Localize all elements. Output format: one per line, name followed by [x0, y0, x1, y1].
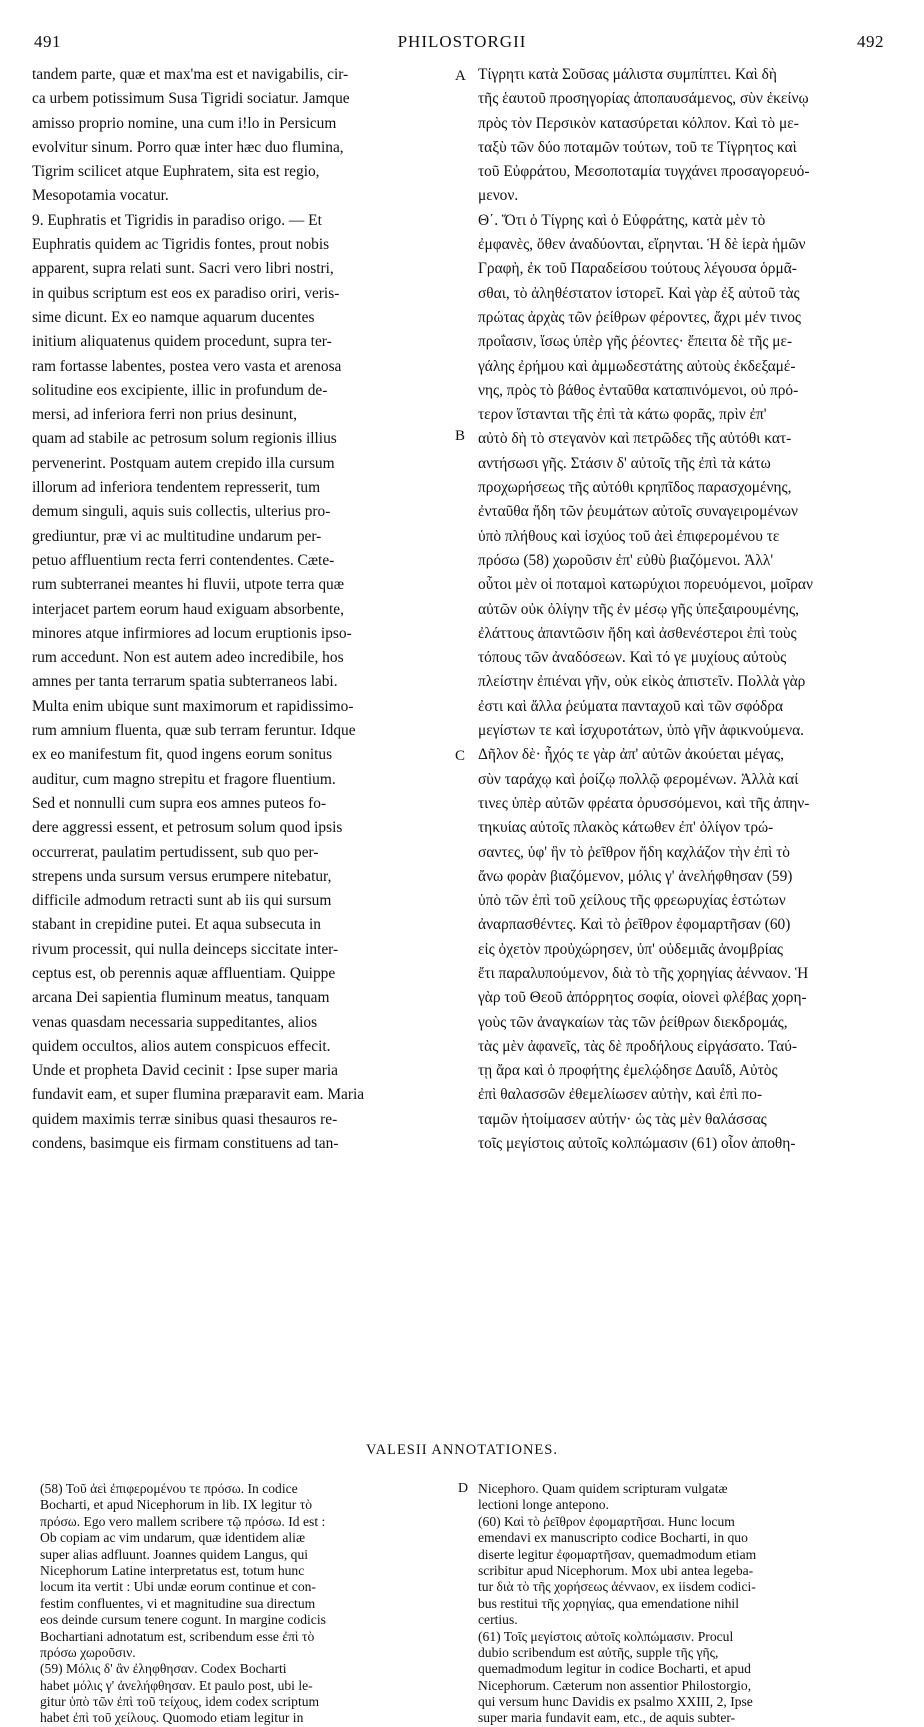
- latin-text-line: illorum ad inferiora tendentem represserit, tum: [32, 479, 321, 497]
- greek-text-line: εἰς ὀχετὸν προὐχώρησεν, ὑπ' οὐδεμιᾶς ἀνομβρίας: [478, 940, 783, 958]
- greek-text-line: ταμῶν ἡτοίμασεν αὐτήν· ὡς τὰς μὲν θαλάσσας: [478, 1110, 767, 1128]
- greek-text-line: οὗτοι μὲν οἱ ποταμοὶ κατωρύχιοι πορευόμενοι, μοῖραν: [478, 576, 813, 594]
- greek-text-line: σὺν ταράχῳ καὶ ῥοίζῳ πολλῷ φερομένων. Ἀλλὰ καί: [478, 770, 799, 788]
- latin-text-line: initium aliquatenus quidem procedunt, supra ter-: [32, 333, 332, 351]
- annotation-line: qui versum hunc Davidis ex psalmo XXIII, 2, Ipse: [478, 1694, 753, 1710]
- annotation-line: πρόσω. Ego vero mallem scribere τῷ πρόσω. Id est :: [40, 1513, 326, 1529]
- greek-text-line: ἐπὶ θαλασσῶν ἐθεμελίωσεν αὐτὴν, καὶ ἐπὶ πο-: [478, 1086, 763, 1104]
- latin-text-line: Euphratis quidem ac Tigridis fontes, prout nobis: [32, 236, 330, 254]
- greek-text-line: σθαι, τὸ ἀληθέστατον ἱστορεῖ. Καὶ γὰρ ἐξ αὐτοῦ τὰς: [478, 284, 800, 302]
- greek-text-line: πλείστην ἐπιέναι γῆν, οὐκ εἰκὸς ἀπιστεῖν. Πολλὰ γὰρ: [478, 673, 806, 691]
- latin-text-line: evolvitur sinum. Porro quæ inter hæc duo flumina,: [32, 138, 344, 156]
- annotation-line: Bochartiani adnotatum est, scribendum esse ἐπὶ τὸ: [40, 1628, 315, 1644]
- annotation-line: dubio scribendum est αὐτῆς, supple τῆς γῆς,: [478, 1644, 719, 1660]
- latin-text-line: interjacet partem eorum haud exiguam absorbente,: [32, 600, 344, 618]
- latin-text-line: auditur, cum magno strepitu et fragore fluentium.: [32, 770, 336, 788]
- latin-text-line: Tigrim scilicet atque Euphratem, sita est regio,: [32, 163, 320, 181]
- latin-text-line: rum subterranei meantes hi fluvii, utpote terra quæ: [32, 576, 344, 594]
- latin-text-line: ceptus est, ob perennis aquæ affluentiam. Quippe: [32, 964, 336, 982]
- annotation-line: πρόσω χωροῦσιν.: [40, 1644, 136, 1660]
- greek-text-line: μεγίστων τε καὶ ἰσχυροτάτων, ὑπὸ γῆν ἀφικνούμενα.: [478, 722, 805, 740]
- latin-text-line: ex eo manifestum fit, quod ingens eorum sonitus: [32, 746, 333, 764]
- latin-text-line: minores atque infirmiores ad locum eruptionis ipso-: [32, 624, 352, 642]
- greek-text-line: Θ΄. Ὅτι ὁ Τίγρης καὶ ὁ Εὐφράτης, κατὰ μὲν τὸ: [478, 211, 766, 229]
- latin-text-line: venas quasdam necessaria suppeditantes, alios: [32, 1013, 318, 1031]
- greek-text-line: ταξὺ τῶν δύο ποταμῶν τούτων, τοῦ τε Τίγρητος καὶ: [478, 138, 797, 156]
- greek-text-line: νης, πρὸς τὸ βάθος ἐνταῦθα καταπινόμενοι, οὐ πρό-: [478, 381, 799, 399]
- annotation-line: emendavi ex manuscripto codice Bocharti, in quo: [478, 1530, 748, 1546]
- latin-text-line: tandem parte, quæ et max'ma est et navigabilis, cir-: [32, 66, 349, 83]
- annotation-line: (58) Τοῦ ἀεὶ ἐπιφερομένου τε πρόσω. In codice: [40, 1481, 298, 1496]
- latin-text-line: condens, basimque eis firmam constituens ad tan-: [32, 1135, 339, 1153]
- greek-text-line: ἔτι παραλυπούμενον, διὰ τὸ τῆς χορηγίας ἀένναον. Ἡ: [478, 964, 809, 982]
- annotations-right-column: [478, 1481, 890, 1727]
- latin-text-line: fundavit eam, et super flumina præparavit eam. Maria: [32, 1086, 365, 1104]
- greek-text-line: Γραφὴ, ἐκ τοῦ Παραδείσου τούτους λέγουσα ὁρμᾶ-: [478, 260, 797, 278]
- right-page-number: 492: [857, 32, 884, 51]
- greek-text-line: τοῖς μεγίστοις αὐτοῖς κολπώμασιν (61) οἷον ἀποθη-: [478, 1135, 796, 1153]
- latin-text-line: ram fortasse labentes, postea vero vasta et arenosa: [32, 357, 342, 375]
- greek-text-line: προχωρήσεως τῆς αὐτόθι κρηπῖδος παρασχομένης,: [478, 479, 792, 497]
- greek-text-line: τερον ἵστανται τῆς ἐπὶ τὰ κάτω φορᾶς, πρὶν ἐπ': [478, 406, 767, 424]
- latin-text-line: occurrerat, paulatim pertudissent, sub quo per-: [32, 843, 319, 861]
- latin-text-line: petuo affluentium recta ferri contendentes. Cæte-: [32, 551, 335, 569]
- annotation-line: certius.: [478, 1612, 518, 1628]
- greek-text-line: αὐτὸ δὴ τὸ στεγανὸν καὶ πετρῶδες τῆς αὐτόθι κατ-: [478, 430, 792, 448]
- greek-text-line: τῆς ἑαυτοῦ προσηγορίας ἀποπαυσάμενος, σὺν ἐκείνῳ: [478, 90, 809, 108]
- section-marker-a: A: [455, 68, 466, 84]
- greek-text-line: τοῦ Εὐφράτου, Μεσοποταμία τυγχάνει προσαγορευό-: [478, 163, 810, 181]
- latin-text-line: mersi, ad inferiora ferri non prius desinunt,: [32, 406, 297, 424]
- annotation-line: Nicephorum Latine interpretatus est, totum hunc: [40, 1562, 305, 1578]
- left-page-number: 491: [34, 32, 61, 51]
- annotation-line: scribitur apud Nicephorum. Mox ubi antea legeba-: [478, 1562, 754, 1578]
- annotation-line: Bocharti, et apud Nicephorum in lib. IX legitur τὸ: [40, 1497, 312, 1513]
- annotation-line: locum ita vertit : Ubi undæ eorum continue et con-: [40, 1579, 316, 1595]
- latin-text-line: apparent, supra relati sunt. Sacri vero libri nostri,: [32, 260, 334, 278]
- annotation-line: habet ἐπὶ τοῦ χείλους. Quomodo etiam legitur in: [40, 1710, 304, 1726]
- greek-text-line: πρόσω (58) χωροῦσιν ἐπ' εὐθὺ βιαζόμενοι. Ἀλλ': [478, 551, 774, 569]
- annotations-heading: VALESII ANNOTATIONES.: [366, 1442, 558, 1458]
- annotation-line: Nicephorum. Cæterum non assentior Philostorgio,: [478, 1677, 752, 1693]
- greek-text-line: ἄνω φορὰν βιαζόμενον, μόλις γ' ἀνελήφθησαν (59): [478, 867, 793, 885]
- latin-text-line: grediuntur, præ vi ac multitudine undarum per-: [32, 527, 322, 545]
- latin-text-line: rivum processit, qui nulla deinceps siccitate inter-: [32, 940, 339, 958]
- latin-text-line: Unde et propheta David cecinit : Ipse super maria: [32, 1062, 338, 1080]
- annotation-line: Nicephoro. Quam quidem scripturam vulgatæ: [478, 1481, 728, 1496]
- greek-text-line: ὑπὸ πλήθους καὶ ἰσχύος τοῦ ἀεὶ ἐπιφερομένου τε: [478, 527, 780, 545]
- greek-text-line: γὰρ τοῦ Θεοῦ ἀπόρρητος σοφία, οἱονεὶ φλέβας χορη-: [478, 989, 807, 1007]
- greek-text-line: αὐτῶν οὐκ ὀλίγην τῆς ἐν μέσῳ γῆς ὑπεξαιρουμένης,: [478, 600, 799, 618]
- greek-text-column: [478, 63, 890, 1156]
- latin-text-line: rum accedunt. Non est autem adeo incredibile, hos: [32, 649, 344, 667]
- annotation-line: (61) Τοῖς μεγίστοις αὐτοῖς κολπώμασιν. Procul: [478, 1628, 734, 1644]
- greek-text-line: μενον.: [478, 187, 519, 205]
- annotation-line: eos deinde cursum tenere cogunt. In margine codicis: [40, 1612, 326, 1628]
- greek-text-line: τῃ ἄρα καὶ ὁ προφήτης ἐμελῴδησε Δαυΐδ, Αὐτὸς: [478, 1062, 778, 1080]
- latin-text-line: in quibus scriptum est eos ex paradiso oriri, veris-: [32, 284, 340, 302]
- latin-text-line: strepens unda sursum versus erumpere nitebatur,: [32, 867, 332, 885]
- greek-text-line: τόπους τῶν ἀναδόσεων. Καὶ τό γε μυχίους αὐτοὺς: [478, 649, 787, 667]
- greek-text-line: πρώτας ἀρχὰς τῶν ῥείθρων φέροντες, ἄχρι μέν τινος: [478, 308, 802, 326]
- annotation-line: super maria fundavit eam, etc., de aquis subter-: [478, 1710, 736, 1726]
- latin-text-line: quidem maximis terræ sinibus quasi thesauros re-: [32, 1110, 338, 1128]
- latin-text-line: quam ad stabile ac petrosum solum regionis illius: [32, 430, 337, 448]
- greek-text-line: προΐασιν, ἴσως ὑπὲρ γῆς ῥέοντες· ἔπειτα δὲ τῆς με-: [478, 333, 793, 351]
- greek-text-line: γοὺς τῶν ἀναγκαίων τὰς τῶν ῥείθρων διεκδρομάς,: [478, 1013, 788, 1031]
- latin-text-line: quidem occultos, alios autem conspicuos effecit.: [32, 1037, 331, 1055]
- greek-text-line: ἐνταῦθα ἤδη τῶν ῥευμάτων αὐτοῖς συναγειρομένων: [478, 503, 798, 521]
- latin-text-line: Multa enim ubique sunt maximorum et rapidissimo-: [32, 697, 354, 715]
- latin-text-line: dere aggressi essent, et petrosum solum quod ipsis: [32, 819, 343, 837]
- annotation-line: festim confluentes, vi et magnitudine sua directum: [40, 1595, 316, 1611]
- latin-text-line: sime dicunt. Ex eo namque aquarum ducentes: [32, 308, 315, 326]
- greek-text-line: τινες ὑπὲρ αὐτῶν φρέατα ὀρυσσόμενοι, καὶ τῆς ἀπην-: [478, 794, 810, 812]
- latin-text-line: pervenerint. Postquam autem crepido illa cursum: [32, 454, 335, 472]
- annotations-left-column: [40, 1481, 452, 1727]
- latin-text-column: [32, 63, 450, 1156]
- latin-text-line: amnes per tanta terrarum spatia subterraneos labi.: [32, 673, 338, 691]
- latin-text-line: solitudine eos excipiente, illic in profundum de-: [32, 381, 328, 399]
- annotation-line: (60) Καὶ τὸ ῥεῖθρον ἐφομαρτῆσαι. Hunc locum: [478, 1513, 735, 1529]
- annotation-line: tur διὰ τὸ τῆς χορήσεως ἀέννaον, ex iisdem codici-: [478, 1579, 756, 1595]
- greek-text-line: τὰς μὲν ἀφανεῖς, τὰς δὲ προδήλους εἰργάσατο. Ταύ-: [478, 1037, 797, 1055]
- latin-text-line: 9. Euphratis et Tigridis in paradiso origo. — Et: [32, 211, 322, 229]
- latin-text-line: Sed et nonnulli cum supra eos amnes puteos fo-: [32, 794, 327, 812]
- latin-text-line: ca urbem potissimum Susa Tigridi sociatur. Jamque: [32, 90, 350, 108]
- greek-text-line: ἐλάττους ἀπαντῶσιν ἤδη καὶ ἀσθενέστεροι ἐπὶ τοὺς: [478, 624, 797, 642]
- latin-text-line: Mesopotamia vocatur.: [32, 187, 169, 205]
- greek-text-line: ὑπὸ τῶν ἐπὶ τοῦ χείλους τῆς φρεωρυχίας ἑστώτων: [478, 892, 786, 910]
- section-marker-d: D: [458, 1481, 469, 1496]
- greek-text-line: Δῆλον δὲ· ἦχός τε γὰρ ἀπ' αὐτῶν ἀκούεται μέγας,: [478, 746, 784, 764]
- section-marker-b: B: [455, 428, 466, 444]
- latin-text-line: difficile admodum retracti sunt ab iis qui sursum: [32, 892, 332, 910]
- greek-text-line: σαντες, ὑφ' ἣν τὸ ῥεῖθρον ἤδη καχλάζον τὴν ἐπὶ τὸ: [478, 843, 790, 861]
- latin-text-line: demum singuli, aquis suis collectis, ulterius pro-: [32, 503, 331, 521]
- greek-text-line: ἀναρπασθέντες. Καὶ τὸ ῥεῖθρον ἐφομαρτῆσαν (60): [478, 916, 791, 934]
- annotation-line: gitur ὑπὸ τῶν ἐπὶ τοῦ τείχους, idem codex scriptum: [40, 1694, 320, 1710]
- annotation-line: Ob copiam ac vim undarum, quæ identidem aliæ: [40, 1530, 306, 1546]
- latin-text-line: rum amnium fluenta, quæ sub terram feruntur. Idque: [32, 722, 356, 740]
- greek-text-line: αντήσωσι γῆς. Στάσιν δ' αὐτοῖς τῆς ἐπὶ τὰ κάτω: [478, 454, 771, 472]
- latin-text-line: amisso proprio nomine, una cum i!lo in Persicum: [32, 114, 337, 132]
- greek-text-line: Τίγρητι κατὰ Σοῦσας μάλιστα συμπίπτει. Καὶ δὴ: [478, 66, 777, 83]
- annotation-line: bus restitui τῆς χορηγίας, qua emendatione nihil: [478, 1595, 739, 1611]
- greek-text-line: γάλης ἐρήμου καὶ ἀμμωδεστάτης αὐτοὺς ἐκδεξαμέ-: [478, 357, 796, 375]
- annotation-line: habet μόλις γ' ἀνελήφθησαν. Et paulo post, ubi le-: [40, 1677, 313, 1693]
- annotation-line: quemadmodum legitur in codice Bocharti, et apud: [478, 1661, 751, 1677]
- greek-text-line: πρὸς τὸν Περσικὸν κατασύρεται κόλπον. Καὶ τὸ με-: [478, 114, 799, 132]
- running-title: PHILOSTORGII: [397, 32, 527, 51]
- section-marker-c: C: [455, 748, 466, 764]
- annotation-line: (59) Μόλις δ' ἂν ἐληφθησαν. Codex Bocharti: [40, 1661, 287, 1677]
- greek-text-line: ἐμφανὲς, ὅθεν ἀναδύονται, εἴρηνται. Ἡ δὲ ἱερὰ ἡμῶν: [478, 236, 806, 254]
- annotation-line: super alias adfluunt. Joannes quidem Langus, qui: [40, 1546, 309, 1562]
- latin-text-line: arcana Dei sapientia fluminum meatus, tanquam: [32, 989, 330, 1007]
- latin-text-line: stabant in crepidine putei. Et aqua subsecuta in: [32, 916, 321, 934]
- greek-text-line: τηκυίας αὐτοῖς πλακὸς κάτωθεν ἐπ' ὀλίγον τρώ-: [478, 819, 774, 837]
- greek-text-line: ἐστι καὶ ἄλλα ῥεύματα πανταχοῦ καὶ τῶν σφόδρα: [478, 697, 784, 715]
- annotation-line: diserte legitur ἐφομαρτῆσαν, quemadmodum etiam: [478, 1546, 757, 1562]
- annotation-line: lectioni longe antepono.: [478, 1497, 609, 1513]
